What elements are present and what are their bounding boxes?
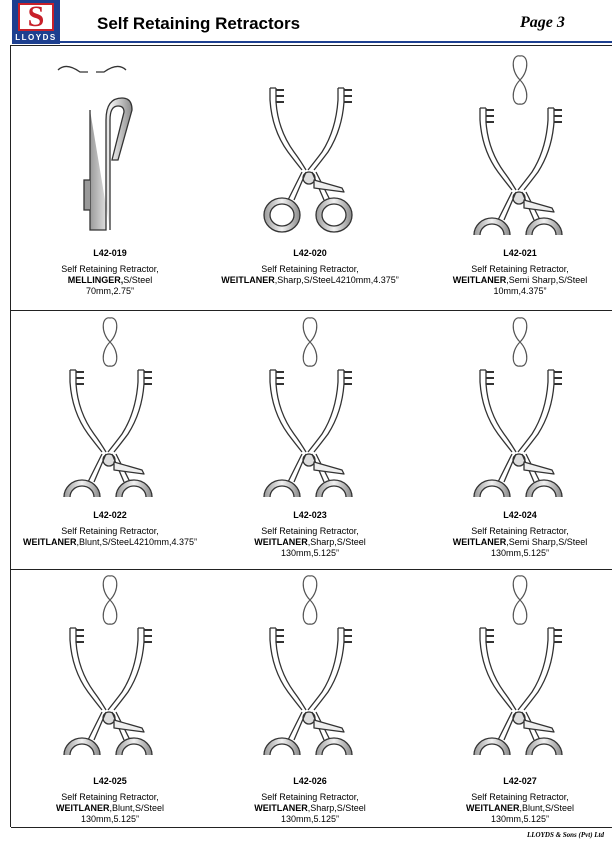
product-spec [190,275,430,286]
product-brand: WEITLANER [22,537,77,547]
logo-s-emblem [18,0,54,33]
product-caption [400,510,612,559]
product-spec-detail: ,Blunt,S/SteeL4210mm,4.375” [76,537,198,547]
product-type: Self Retaining Retractor, [261,526,359,536]
product-spec-detail: ,Semi Sharp,S/Steel [506,537,588,547]
row-divider [11,310,612,311]
product-size: 130mm,5.125” [490,548,550,558]
product-brand: WEITLANER [55,803,110,813]
product-type: Self Retaining Retractor, [471,526,569,536]
product-size: 130mm,5.125” [80,814,140,824]
product-code: L42-023 [293,510,327,520]
product-card [10,50,210,310]
product-code: L42-019 [93,248,127,258]
product-card [420,570,612,830]
weitlaner-retractor-icon [420,50,612,235]
weitlaner-retractor-icon [420,570,612,755]
product-card [10,570,210,830]
product-size: 130mm,5.125” [280,814,340,824]
product-size: 10mm,4.375” [493,286,547,296]
product-brand: WEITLANER [465,803,520,813]
weitlaner-retractor-icon [420,312,612,497]
company-logo [12,0,60,44]
product-size: 130mm,5.125” [280,548,340,558]
product-type: Self Retaining Retractor, [261,264,359,274]
product-code: L42-020 [293,248,327,258]
product-brand: WEITLANER [254,537,308,547]
product-brand: WEITLANER [452,275,507,285]
page-title: Self Retaining Retractors [97,14,301,33]
footer-company: LLOYDS & Sons (Pvt) Ltd [527,831,604,839]
product-size: 70mm,2.75” [85,286,135,296]
weitlaner-retractor-icon [10,570,210,755]
product-type: Self Retaining Retractor, [61,526,159,536]
product-spec [190,537,430,548]
weitlaner-retractor-icon [210,570,410,755]
product-card [420,312,612,572]
weitlaner-retractor-icon [210,312,410,497]
logo-text: LLOYDS [15,33,57,42]
product-caption [190,248,430,286]
product-spec-detail: ,Blunt,S/Steel [109,803,165,813]
weitlaner-retractor-icon [10,312,210,497]
product-card [210,570,410,830]
product-spec [400,275,612,286]
product-spec-detail: ,Sharp,S/SteeL4210mm,4.375” [274,275,399,285]
product-card [210,50,410,310]
product-spec-detail: S/Steel [123,275,153,285]
product-spec-detail: ,Semi Sharp,S/Steel [506,275,588,285]
product-card [420,50,612,310]
product-code: L42-027 [503,776,537,786]
product-spec-detail: ,Blunt,S/Steel [519,803,575,813]
product-spec-detail: ,Sharp,S/Steel [307,803,366,813]
product-card [210,312,410,572]
product-brand: WEITLANER [254,803,308,813]
product-code: L42-024 [503,510,537,520]
product-code: L42-022 [93,510,127,520]
product-spec [400,803,612,814]
product-code: L42-026 [293,776,327,786]
header-divider [60,41,612,43]
logo-letter: S [27,0,45,33]
product-type: Self Retaining Retractor, [471,792,569,802]
product-spec [190,803,430,814]
mellinger-retractor-icon [10,50,210,235]
product-size: 130mm,5.125” [490,814,550,824]
page-number: Page 3 [520,14,565,31]
product-type: Self Retaining Retractor, [471,264,569,274]
product-spec-detail: ,Sharp,S/Steel [307,537,366,547]
product-brand: MELLINGER, [67,275,124,285]
weitlaner-retractor-icon [210,50,410,235]
product-spec [400,537,612,548]
product-type: Self Retaining Retractor, [61,792,159,802]
product-caption [190,776,430,825]
product-brand: WEITLANER [221,275,275,285]
product-card [10,312,210,572]
product-brand: WEITLANER [452,537,507,547]
product-type: Self Retaining Retractor, [261,792,359,802]
product-code: L42-025 [93,776,127,786]
product-caption [190,510,430,559]
product-caption [400,776,612,825]
product-type: Self Retaining Retractor, [61,264,159,274]
product-code: L42-021 [503,248,537,258]
product-caption [400,248,612,297]
